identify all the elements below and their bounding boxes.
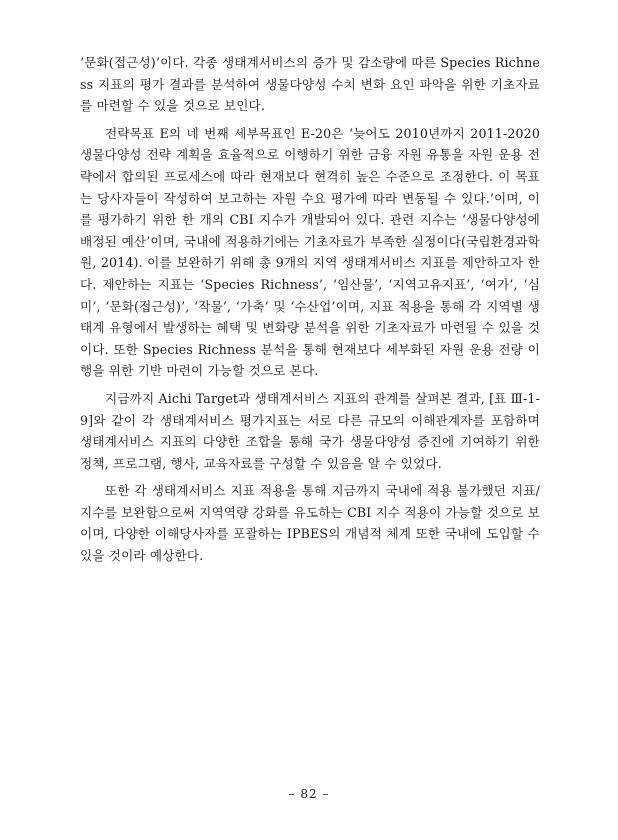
page-number: – 82 – (288, 787, 330, 801)
document-body (80, 52, 540, 573)
paragraph-3: 지금까지 Aichi Target과 생태계서비스 지표의 관계를 살펴본 결과, [표 Ⅲ-1-9]와 같이 각 생태계서비스 평가지표는 서로 다른 규모의 이해관계자를 포함하며 생태계서비스 지표의 다양한 조합을 통해 국가 생물다양성 증진에 기여하기 위한 정책, 프로그램, 행사, 교육자료를 구성할 수 있음을 알 수 있었다. (80, 390, 540, 471)
paragraph-2: 전략목표 E의 네 번째 세부목표인 E-20은 ‘늦어도 2010년까지 2011-2020 생물다양성 전략 계획을 효율적으로 이행하기 위한 금융 자원 유통을 자원 운용 전략에서 합의된 프로세스에 따라 현재보다 현격히 높은 수준으로 조정한다. 이 목표는 당사자들이 작성하여 보고하는 자원 수요 평가에 따라 변동될 수 있다.’이며, 이를 평가하기 위한 한 개의 CBI 지수가 개발되어 있다. 관련 지수는 ‘생물다양성에 배정된 예산’이며, 국내에 적용하기에는 기초자료가 부족한 실정이다(국립환경과학원, 2014). 이를 보완하기 위해 총 9개의 지역 생태계서비스 지표를 제안하고자 한다. 제안하는 지표는 ‘Species Richness’, ‘임산물’, ‘지역고유지표’, ‘여가’, ‘심미’, ‘문화(접근성)’, ‘작물’, ‘가축’ 및 ‘수산업’이며, 지표 적용을 통해 각 지역별 생태계 유형에서 발생하는 혜택 및 변화량 분석을 위한 기초자료가 마련될 수 있을 것이다. 또한 Species Richness 분석을 통해 현재보다 세부화된 자원 운용 전량 이행을 위한 기반 마련이 가능할 것으로 본다. (80, 125, 540, 379)
paragraph-1: ‘문화(접근성)’이다. 각종 생태계서비스의 증가 및 감소량에 따른 Species Richness 지표의 평가 결과를 분석하여 생물다양성 수치 변화 요인 파악을 위한 기초자료를 마련할 수 있을 것으로 보인다. (80, 55, 540, 114)
paragraph-4: 또한 각 생태계서비스 지표 적용을 통해 지금까지 국내에 적용 불가했던 지표/지수를 보완함으로써 지역역량 강화를 유도하는 CBI 지수 적용이 가능할 것으로 보이며, 다양한 이해당사자를 포괄하는 IPBES의 개념적 체계 또한 국내에 도입할 수 있을 것이라 예상한다. (80, 483, 540, 564)
